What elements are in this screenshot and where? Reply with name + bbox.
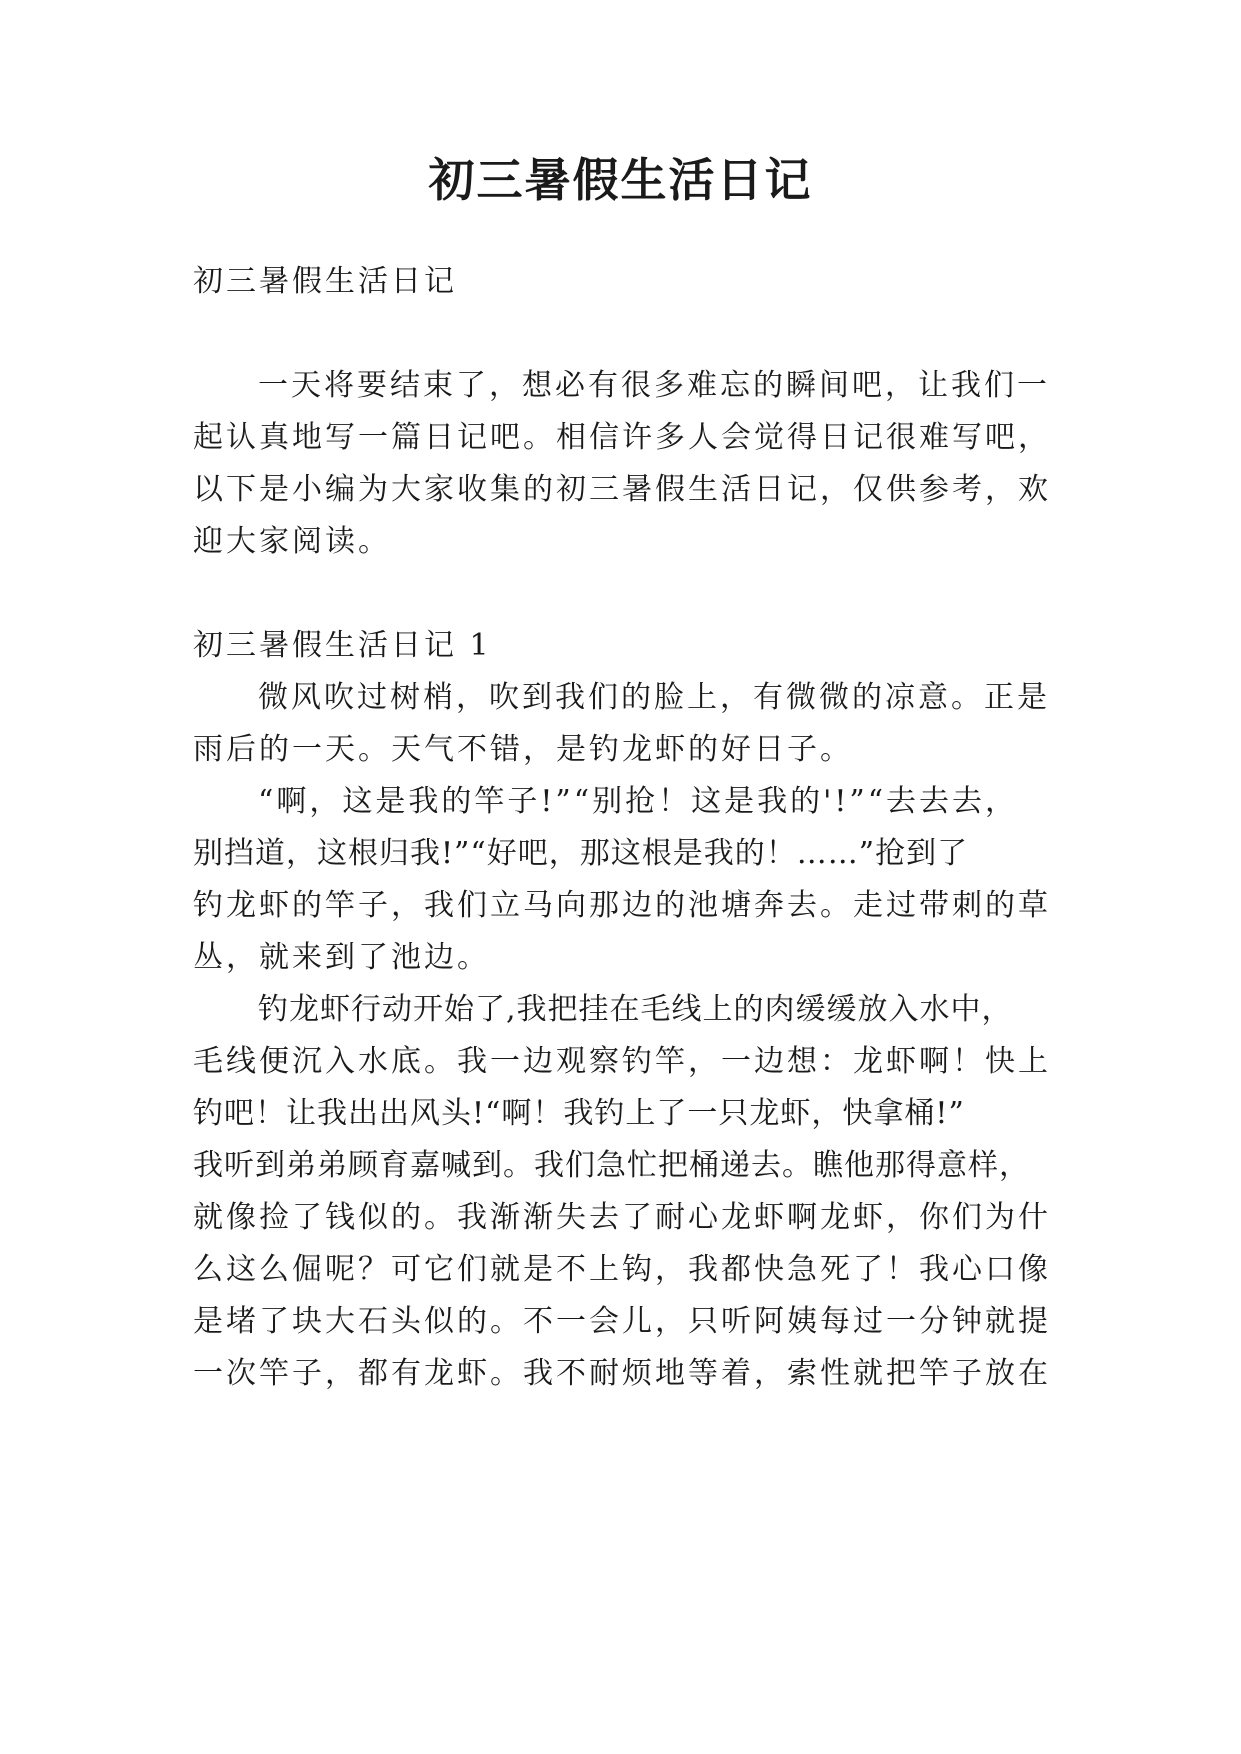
paragraph-line: 别挡道，这根归我!”“好吧，那这根是我的！……”抢到了 (193, 836, 969, 871)
paragraph-line: 就像捡了钱似的。我渐渐失去了耐心龙虾啊龙虾，你们为什 (193, 1200, 1051, 1235)
paragraph-line: 雨后的一天。天气不错，是钓龙虾的好日子。 (193, 732, 853, 767)
paragraph-line: 一次竿子，都有龙虾。我不耐烦地等着，索性就把竿子放在 (193, 1356, 1051, 1391)
intro-line: 以下是小编为大家收集的初三暑假生活日记，仅供参考，欢 (193, 472, 1051, 507)
paragraph-line: 钓龙虾的竿子，我们立马向那边的池塘奔去。走过带刺的草 (193, 888, 1051, 923)
paragraph-line: 是堵了块大石头似的。不一会儿，只听阿姨每过一分钟就提 (193, 1304, 1051, 1339)
paragraph-line: 毛线便沉入水底。我一边观察钓竿，一边想：龙虾啊！快上 (193, 1044, 1051, 1079)
document-subtitle: 初三暑假生活日记 (193, 264, 457, 299)
paragraph-line: 钓吧！让我出出风头!“啊！我钓上了一只龙虾，快拿桶!” (193, 1096, 965, 1131)
paragraph-line: 微风吹过树梢，吹到我们的脸上，有微微的凉意。正是 (258, 680, 1050, 715)
section-heading: 初三暑假生活日记 1 (193, 628, 492, 663)
paragraph-line: 我听到弟弟顾育嘉喊到。我们急忙把桶递去。瞧他那得意样， (193, 1148, 1030, 1183)
paragraph-line: 钓龙虾行动开始了,我把挂在毛线上的肉缓缓放入水中， (258, 992, 1013, 1027)
document-title: 初三暑假生活日记 (428, 153, 813, 207)
intro-line: 迎大家阅读。 (193, 524, 391, 559)
intro-line: 一天将要结束了，想必有很多难忘的瞬间吧，让我们一 (258, 368, 1050, 403)
paragraph-line: 么这么倔呢？可它们就是不上钩，我都快急死了！我心口像 (193, 1252, 1051, 1287)
intro-line: 起认真地写一篇日记吧。相信许多人会觉得日记很难写吧， (193, 420, 1051, 455)
paragraph-line: 丛，就来到了池边。 (193, 940, 490, 975)
paragraph-line: “啊，这是我的竿子!”“别抢！这是我的'!”“去去去， (258, 784, 1019, 819)
